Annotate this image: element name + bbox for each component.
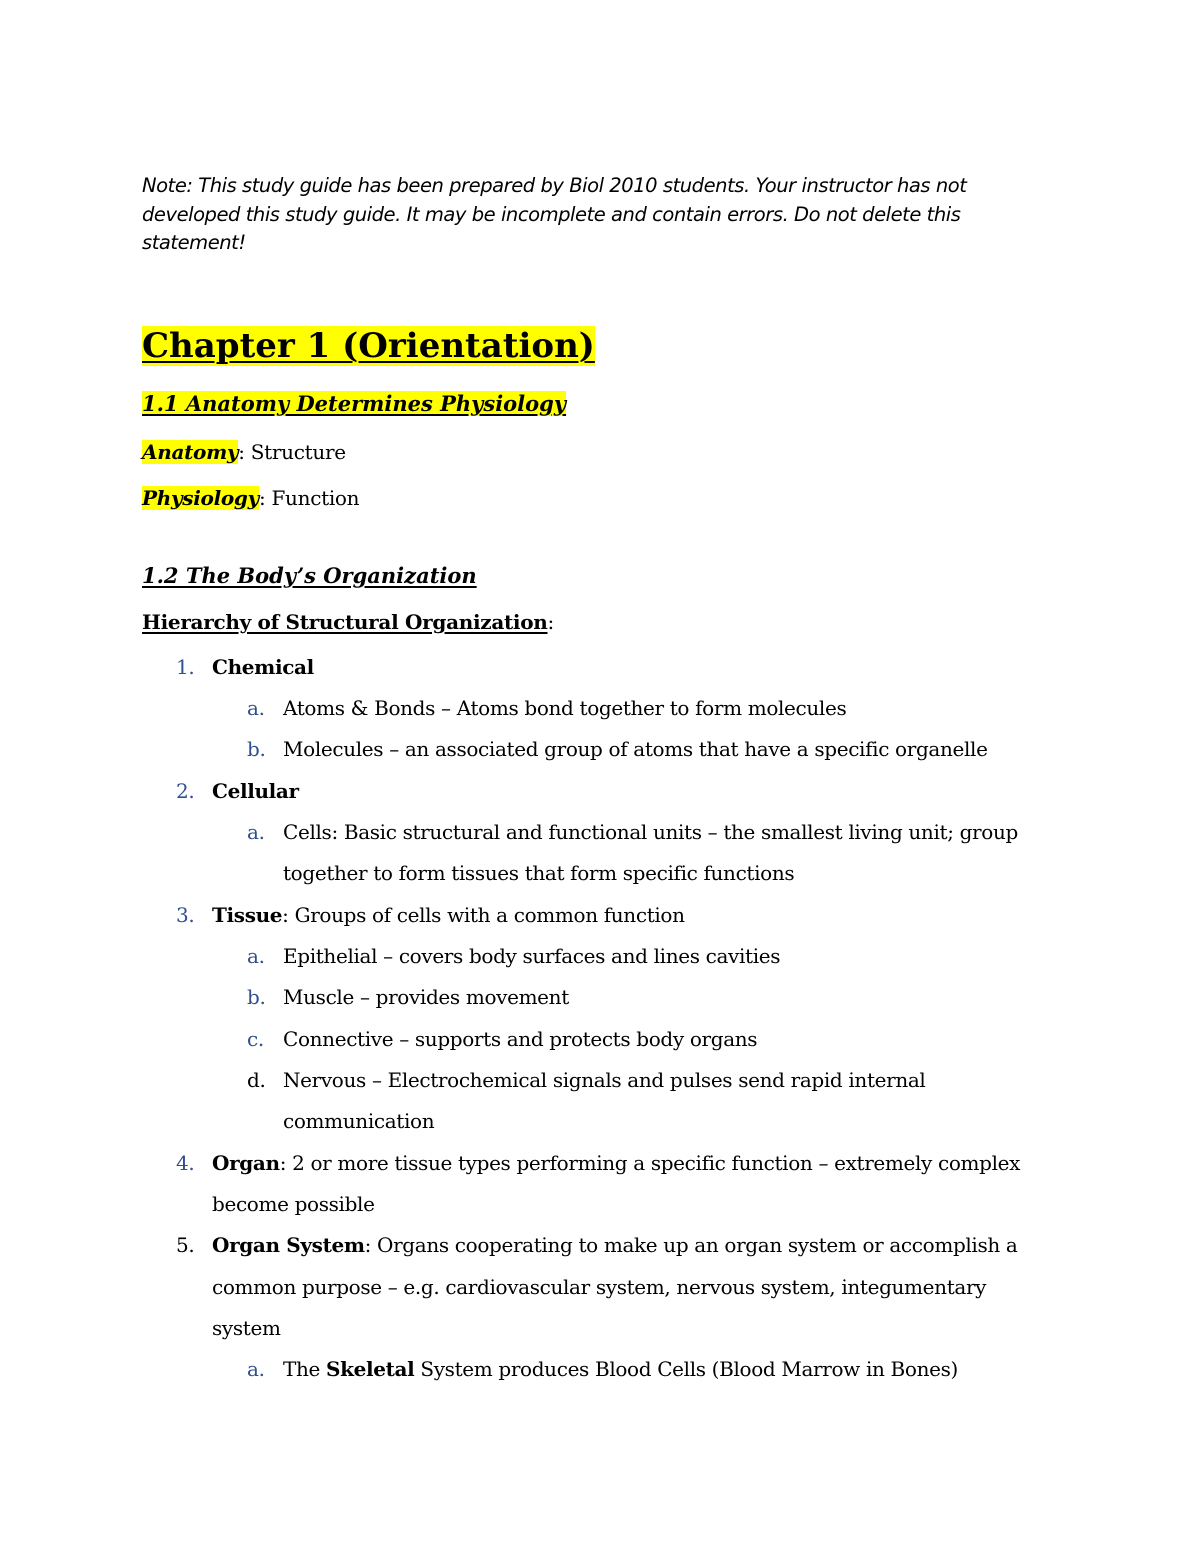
list-number: 4. (176, 1151, 195, 1175)
list-subitem-text: Muscle – provides movement (283, 985, 569, 1009)
list-subitem-text (283, 1349, 958, 1390)
section-heading-1-2: 1.2 The Body’s Organization (142, 563, 477, 588)
list-subitem-text: Epithelial – covers body surfaces and lines cavities (283, 944, 781, 968)
hierarchy-heading-colon: : (547, 610, 554, 634)
disclaimer-note: Note: This study guide has been prepared by Biol 2010 students. Your instructor has not developed this study guide. It may be incomplete and contain errors. Do not delete this statement! (142, 174, 967, 254)
definition-physiology (142, 483, 359, 513)
list-item-line-2: become possible (212, 1192, 375, 1216)
definition-anatomy (142, 437, 346, 467)
list-item-bold: Tissue (212, 903, 283, 927)
list-subitem-line-2: communication (283, 1109, 435, 1133)
definition-separator: : (258, 486, 272, 510)
list-subitem-pre: The (283, 1357, 327, 1381)
definition-term: Physiology (142, 486, 259, 510)
definition-text: Structure (250, 440, 346, 464)
list-item-bold: Cellular (212, 779, 299, 803)
list-number: 1. (176, 655, 195, 679)
list-letter: c. (247, 1027, 264, 1051)
list-item-rest: : Organs cooperating to make up an organ system or accomplish a (364, 1233, 1018, 1257)
list-subitem-text: Molecules – an associated group of atoms that have a specific organelle (283, 737, 988, 761)
list-item-rest: : Groups of cells with a common function (282, 903, 685, 927)
list-letter: b. (247, 985, 266, 1009)
definition-text: Function (271, 486, 360, 510)
section-heading-1-1-text: 1.1 Anatomy Determines Physiology (142, 391, 567, 416)
chapter-title (142, 320, 595, 372)
list-item-text (212, 647, 314, 688)
list-item-text (212, 895, 685, 936)
list-item-text (212, 771, 299, 812)
list-item-bold: Chemical (212, 655, 314, 679)
list-subitem-line-1: Nervous – Electrochemical signals and pulses send rapid internal (283, 1068, 926, 1092)
list-letter: a. (247, 820, 265, 844)
list-subitem-post: System produces Blood Cells (Blood Marrow in Bones) (414, 1357, 958, 1381)
list-subitem-bold: Skeletal (326, 1357, 415, 1381)
list-item-rest: : 2 or more tissue types performing a specific function – extremely complex (279, 1151, 1021, 1175)
list-letter: a. (247, 696, 265, 720)
list-item-line-2: common purpose – e.g. cardiovascular system, nervous system, integumentary (212, 1275, 987, 1299)
list-letter: b. (247, 737, 266, 761)
list-item-line-1 (212, 1225, 1018, 1266)
list-item-line-1 (212, 1143, 1020, 1184)
list-item-line-3: system (212, 1316, 281, 1340)
section-heading-1-1 (142, 387, 566, 421)
hierarchy-heading-text: Hierarchy of Structural Organization (142, 610, 548, 634)
list-letter: a. (247, 1357, 265, 1381)
list-number: 3. (176, 903, 195, 927)
list-subitem-line-2: together to form tissues that form specific functions (283, 861, 795, 885)
chapter-title-text: Chapter 1 (Orientation) (142, 326, 595, 366)
definition-separator: : (238, 440, 251, 464)
list-letter: a. (247, 944, 265, 968)
list-number: 5. (176, 1233, 195, 1257)
list-subitem-text: Atoms & Bonds – Atoms bond together to form molecules (283, 696, 847, 720)
definition-term: Anatomy (142, 440, 239, 464)
list-item-bold: Organ (212, 1151, 280, 1175)
list-number: 2. (176, 779, 195, 803)
list-subitem-line-1: Cells: Basic structural and functional units – the smallest living unit; group (283, 820, 1018, 844)
hierarchy-heading (142, 607, 554, 637)
list-letter: d. (247, 1068, 266, 1092)
list-subitem-text: Connective – supports and protects body organs (283, 1027, 758, 1051)
list-item-bold: Organ System (212, 1233, 365, 1257)
